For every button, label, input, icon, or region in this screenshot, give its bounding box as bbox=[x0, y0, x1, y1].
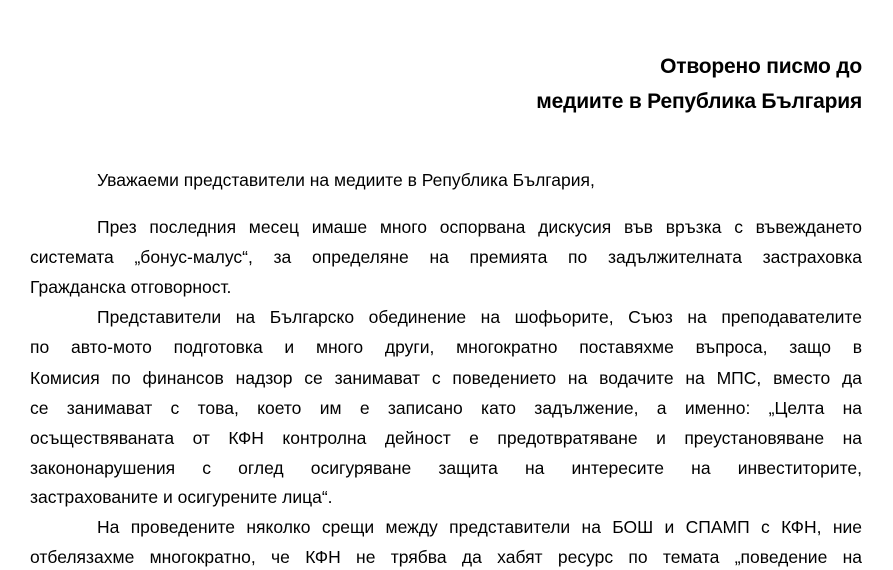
paragraph-line: осъществяваната от КФН контролна дейност е предотвратяване и преустановяване на bbox=[30, 428, 862, 448]
paragraph-line: застрахованите и осигурените лица“. bbox=[30, 487, 333, 507]
paragraph-line: закононарушения с оглед осигуряване защита на интересите на инвеститорите, bbox=[30, 458, 862, 478]
paragraph-line: се занимават с това, което им е записано като задължение, а именно: „Целта на bbox=[30, 398, 862, 418]
paragraph-line: Гражданска отговорност. bbox=[30, 277, 232, 297]
letter-title-line-2: медиите в Република България bbox=[536, 90, 862, 113]
paragraph-line: системата „бонус-малус“, за определяне на премията по задължителната застраховка bbox=[30, 247, 862, 267]
paragraph-line: отбелязахме многократно, че КФН не трябва да хабят ресурс по темата „поведение на bbox=[30, 547, 862, 567]
letter-title-line-1: Отворено писмо до bbox=[660, 55, 862, 78]
paragraph-line: През последния месец имаше много оспорвана дискусия във връзка с въвеждането bbox=[97, 217, 862, 237]
paragraph-line: На проведените няколко срещи между представители на БОШ и СПАМП с КФН, ние bbox=[97, 517, 862, 537]
paragraph-line: по авто-мото подготовка и много други, многократно поставяхме въпроса, защо в bbox=[30, 337, 862, 357]
paragraph-line: Комисия по финансов надзор се занимават с поведението на водачите на МПС, вместо да bbox=[30, 368, 862, 388]
salutation: Уважаеми представители на медиите в Република България, bbox=[97, 170, 595, 190]
paragraph-line: Представители на Българско обединение на шофьорите, Съюз на преподавателите bbox=[97, 307, 862, 327]
